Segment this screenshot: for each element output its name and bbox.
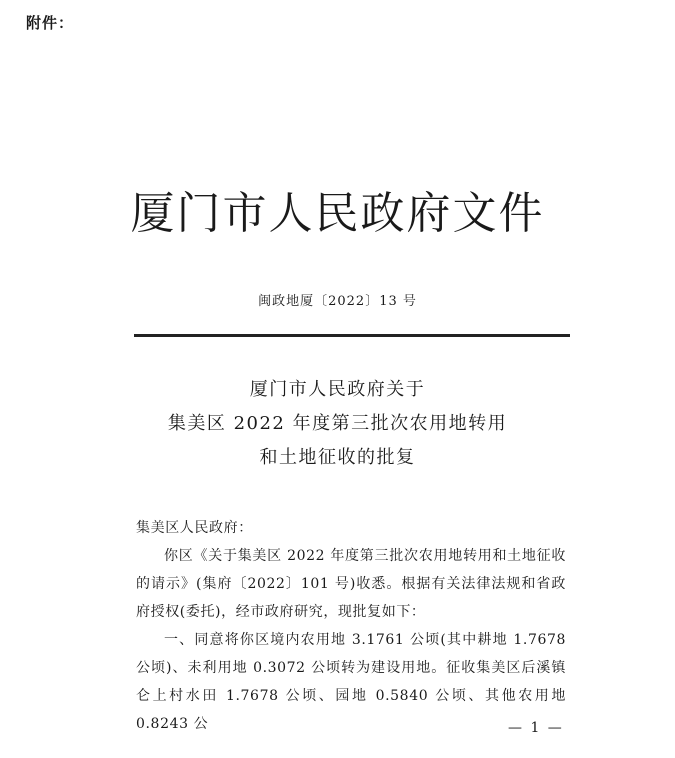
document-header-title: 厦门市人民政府文件 [130,188,545,239]
title-line: 厦门市人民政府关于 [249,379,426,400]
document-body [136,514,566,738]
header-divider-rule [134,334,570,337]
title-line: 和土地征收的批复 [259,447,416,468]
attachment-label: 附件： [26,14,75,32]
body-paragraph: 一、同意将你区境内农用地 3.1761 公顷(其中耕地 1.7678 公顷)、未利用地 0.3072 公顷转为建设用地。征收集美区后溪镇仑上村水田 1.7678 公顷、园地 0.5840 公顷、其他农用地 0.8243 公 [136,632,566,732]
document-title [0,373,675,475]
document-number: 闽政地厦〔2022〕13 号 [258,294,417,309]
salutation: 集美区人民政府： [136,520,253,536]
title-line: 集美区 2022 年度第三批次农用地转用 [167,413,508,434]
body-paragraph: 你区《关于集美区 2022 年度第三批次农用地转用和土地征收的请示》(集府〔2022〕101 号)收悉。根据有关法律法规和省政府授权(委托)，经市政府研究，现批复如下： [136,548,566,620]
page-number: — 1 — [508,720,564,736]
